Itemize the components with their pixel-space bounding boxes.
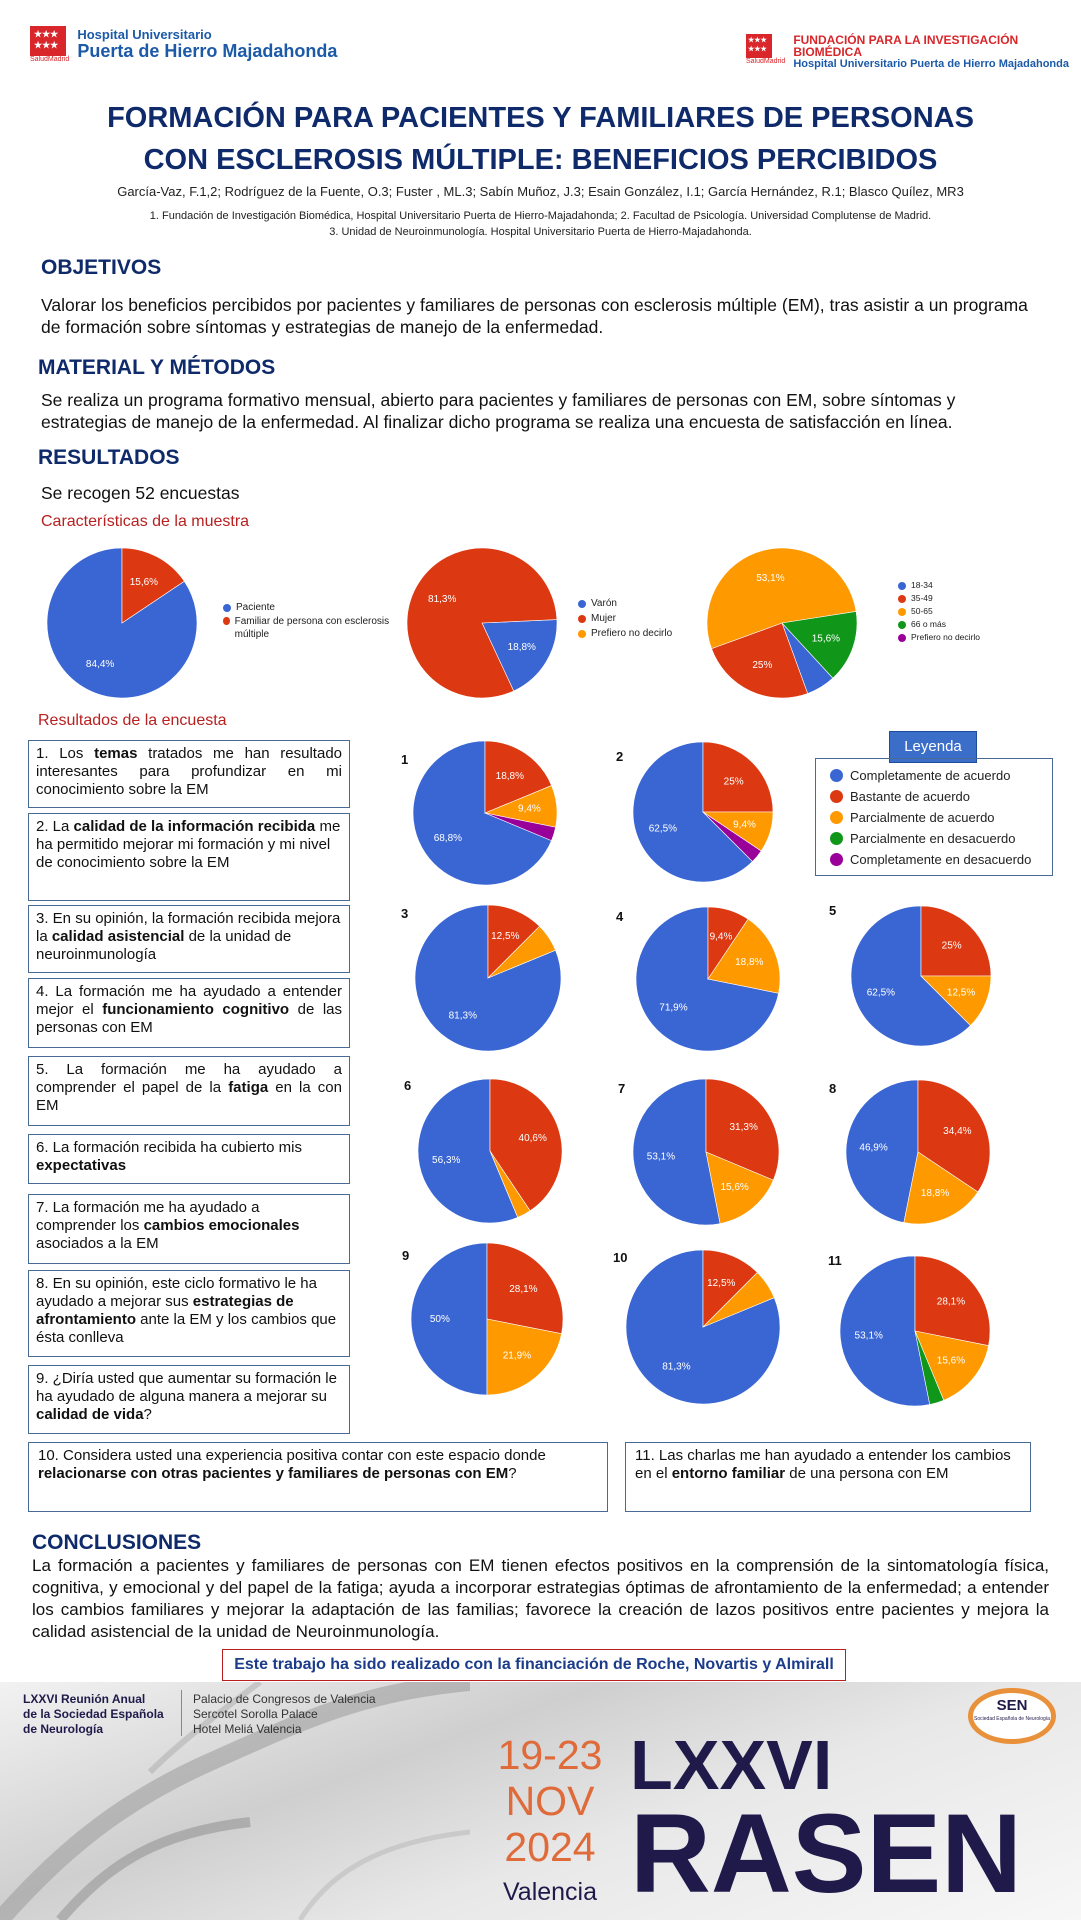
legend-age-3: 50-65 [911,606,933,616]
edition-number: LXXVI [630,1726,833,1804]
foundation-line2: BIOMÉDICA [793,45,862,59]
venue-line2: Sercotel Sorolla Palace [193,1707,318,1721]
q1-label-3: 9,4% [518,803,541,815]
conclusiones-text: La formación a pacientes y familiares de personas con EM tienen efectos positivos en la comprensión de la sintomatología física, cognitiva, y emocional y del papel de la fatiga; ayuda a incorporar estrategias óptimas de afrontamiento de la enfermedad; a entender los cambios familiares y mejorar la adaptación de las familias; favorece la creación de lazos positivos entre pacientes y mejora la calidad asistencial de la unidad de Neuroinmunología. [32,1556,1049,1641]
poster-title-line2: CON ESCLEROSIS MÚLTIPLE: BENEFICIOS PERCIBIDOS [143,144,938,176]
q5-label-2: 25% [941,940,962,952]
pie-number-6: 6 [404,1078,412,1093]
q4-label-3: 18,8% [735,956,764,968]
orange-dot-icon [898,608,906,616]
legend-role-paciente: Paciente [236,602,275,613]
madrid-flag-icon: ★★★ ★★★ [30,26,66,56]
q3-label-2: 12,5% [491,931,520,943]
red-dot-icon [223,617,230,625]
pie-number-7: 7 [618,1081,626,1096]
madrid-flag-icon-right: ★★★ ★★★ [746,34,772,58]
question-10: 10. Considera usted una experiencia positiva contar con este espacio donde relacionarse con otras pacientes y familiares de personas con EM? [28,1442,608,1512]
legend-box [815,758,1053,876]
purple-dot-icon [898,634,906,642]
hospital-logo-line1: Hospital Universitario [77,27,212,42]
pie-number-2: 2 [616,749,624,764]
foundation-line3: Hospital Universitario Puerta de Hierro Majadahonda [793,58,1069,70]
q9-label-2: 28,1% [509,1284,538,1296]
pie-sex [400,545,570,705]
q7-label-1: 53,1% [646,1151,676,1163]
resultados-text: Se recogen 52 encuestas [41,483,240,503]
question-2: 2. La calidad de la información recibida me ha permitido mejorar mi formación y mi nivel de conocimiento sobre la EM [28,813,350,901]
meeting-line2: de la Sociedad Española [23,1707,164,1721]
q8-label-3: 18,8% [920,1188,950,1200]
pie-q7 [625,1070,785,1230]
red-dot-icon [578,615,586,623]
q8-label-1: 46,9% [859,1142,888,1154]
muestra-heading: Características de la muestra [41,513,250,530]
role-label-2: 15,6% [129,576,159,588]
pie-number-4: 4 [616,909,624,924]
foundation-logo [746,34,1069,70]
sex-label-1: 18,8% [507,642,536,654]
legend-title: Leyenda [889,731,977,763]
legend-item-4: Parcialmente en desacuerdo [850,831,1016,846]
q11-label-1: 53,1% [854,1330,883,1342]
pie-number-10: 10 [613,1250,628,1265]
objetivos-text: Valorar los beneficios percibidos por pacientes y familiares de personas con esclerosis múltiple (EM), tras asistir a un programa de formación sobre síntomas y estrategias de manejo de la enfermedad. [41,295,1028,337]
purple-dot-icon [830,853,843,866]
metodos-heading: MATERIAL Y MÉTODOS [38,356,276,379]
pie-q8 [840,1070,1000,1230]
red-dot-icon [898,595,906,603]
blue-dot-icon [578,600,586,608]
role-label-1: 84,4% [85,659,115,671]
encuesta-heading: Resultados de la encuesta [38,712,227,729]
date-month: NOV [505,1778,595,1824]
q2-label-2: 25% [723,776,744,788]
question-11: 11. Las charlas me han ayudado a entender los cambios en el entorno familiar de una persona con EM [625,1442,1031,1512]
green-dot-icon [830,832,843,845]
sen-logo-sub: Sociedad Española de Neurología [974,1716,1050,1722]
metodos-text: Se realiza un programa formativo mensual, abierto para pacientes y familiares de personas con EM, sobre síntomas y estrategias de manejo de la enfermedad. Al finalizar dicho programa se realiza una encuesta de satisfacción en línea. [41,390,956,432]
pie-number-1: 1 [401,752,409,767]
legend-item-5: Completamente en desacuerdo [850,852,1032,867]
legend-age-2: 35-49 [911,593,933,603]
orange-dot-icon [578,630,586,638]
q7-label-2: 31,3% [729,1121,758,1133]
pie-q6 [410,1070,570,1230]
question-7: 7. La formación me ha ayudado a comprender los cambios emocionales asociados a la EM [28,1194,350,1264]
pie-role [40,545,210,705]
hospital-logo [30,26,337,63]
q6-label-2: 40,6% [518,1133,547,1145]
affiliation-2: 3. Unidad de Neuroinmunología. Hospital Universitario Puerta de Hierro-Majadahonda. [329,226,752,238]
hospital-logo-line2: Puerta de Hierro Majadahonda [77,41,338,61]
funding-note: Este trabajo ha sido realizado con la financiación de Roche, Novartis y Almirall [222,1649,846,1681]
q10-label-1: 81,3% [662,1361,691,1373]
legend-item-1: Completamente de acuerdo [850,768,1011,783]
question-6: 6. La formación recibida ha cubierto mis expectativas [28,1134,350,1184]
question-9: 9. ¿Diría usted que aumentar su formación le ha ayudado de alguna manera a mejorar su calidad de vida? [28,1365,350,1434]
q1-label-2: 18,8% [495,770,525,782]
footer-divider [181,1690,182,1736]
date-days: 19-23 [497,1732,603,1778]
legend-sex-nodecir: Prefiero no decirlo [591,628,673,639]
legend-age-1: 18-34 [911,580,933,590]
sen-logo-icon [968,1688,1056,1744]
pie-number-8: 8 [829,1081,837,1096]
age-label-3: 53,1% [756,572,785,584]
legend-age-5: Prefiero no decirlo [911,632,980,642]
q11-label-2: 28,1% [936,1296,966,1308]
q4-label-1: 71,9% [659,1002,688,1014]
poster-title-line1: FORMACIÓN PARA PACIENTES Y FAMILIARES DE PERSONAS [107,102,974,134]
legend-item-2: Bastante de acuerdo [850,789,970,804]
pie-q2 [623,740,783,900]
pie-q1 [405,740,565,900]
question-8: 8. En su opinión, este ciclo formativo le ha ayudado a mejorar sus estrategias de afrontamiento ante la EM y los cambios que ésta conlleva [28,1270,350,1357]
green-dot-icon [898,621,906,629]
q10-label-2: 12,5% [707,1277,736,1289]
q9-label-1: 50% [429,1314,450,1325]
pie-age [700,545,870,705]
sex-label-2: 81,3% [428,593,457,605]
venue-line3: Hotel Meliá Valencia [193,1722,302,1736]
saludmadrid-label-right: SaludMadrid [746,58,786,65]
red-dot-icon [830,790,843,803]
question-3: 3. En su opinión, la formación recibida mejora la calidad asistencial de la unidad de neuroinmunología [28,905,350,973]
pie-q10 [621,1242,791,1412]
q5-label-1: 62,5% [866,987,896,999]
pie-number-3: 3 [401,906,409,921]
pie-q11 [836,1242,996,1412]
legend-sex [578,596,698,641]
q11-label-3: 15,6% [936,1355,966,1367]
q2-label-1: 62,5% [648,823,678,835]
legend-role-familiar: Familiar de persona con esclerosis múltiple [234,616,390,640]
q4-label-2: 9,4% [709,931,733,943]
blue-dot-icon [223,604,231,612]
date-year: 2024 [504,1824,596,1870]
pie-q3 [405,898,565,1058]
city: Valencia [502,1878,598,1906]
legend-role [223,601,393,641]
q2-label-3: 9,4% [733,819,756,831]
q7-label-3: 15,6% [720,1182,749,1194]
objetivos-heading: OBJETIVOS [41,256,162,279]
legend-age [898,579,1008,644]
q1-label-1: 68,8% [433,832,463,844]
pie-number-9: 9 [402,1248,410,1263]
legend-item-3: Parcialmente de acuerdo [850,810,995,825]
q9-label-3: 21,9% [502,1350,532,1362]
pie-q9 [407,1242,567,1402]
question-4: 4. La formación me ha ayudado a entender mejor el funcionamiento cognitivo de las personas con EM [28,978,350,1048]
blue-dot-icon [898,582,906,590]
meeting-line3: de Neurología [23,1722,104,1736]
legend-age-4: 66 o más [911,619,946,629]
q5-label-3: 12,5% [946,987,976,999]
question-1: 1. Los temas tratados me han resultado interesantes para profundizar en mi conocimiento sobre la EM [28,740,350,808]
question-5: 5. La formación me ha ayudado a comprender el papel de la fatiga en la con EM [28,1056,350,1126]
q8-label-2: 34,4% [943,1125,972,1137]
rasen-title: RASEN [630,1791,1023,1916]
blue-dot-icon [830,769,843,782]
pie-q5 [840,898,1000,1058]
orange-dot-icon [830,811,843,824]
saludmadrid-label: SaludMadrid [30,56,70,63]
pie-number-11: 11 [828,1253,842,1268]
q6-label-1: 56,3% [432,1154,461,1166]
age-label-4: 15,6% [811,633,841,645]
resultados-heading: RESULTADOS [38,446,180,469]
legend-sex-varon: Varón [591,598,617,609]
q3-label-1: 81,3% [448,1010,477,1022]
conclusiones-heading: CONCLUSIONES [32,1531,202,1554]
meeting-line1: LXXVI Reunión Anual [23,1692,146,1706]
affiliation-1: 1. Fundación de Investigación Biomédica, Hospital Universitario Puerta de Hierro-Majadahonda; 2. Facultad de Psicología. Universidad Complutense de Madrid. [149,210,932,222]
pie-q4 [623,898,783,1058]
age-label-2: 25% [752,660,773,672]
congress-banner [0,1682,1081,1920]
legend-sex-mujer: Mujer [591,613,617,624]
authors: García-Vaz, F.1,2; Rodríguez de la Fuente, O.3; Fuster , ML.3; Sabín Muñoz, J.3; Esain González, I.1; García Hernández, R.1; Blasco Quílez, MR3 [117,184,964,199]
pie-number-5: 5 [829,903,837,918]
foundation-line1: FUNDACIÓN PARA LA INVESTIGACIÓN [793,33,1019,47]
venue-line1: Palacio de Congresos de Valencia [193,1692,376,1706]
sen-logo-text: SEN [996,1697,1028,1714]
